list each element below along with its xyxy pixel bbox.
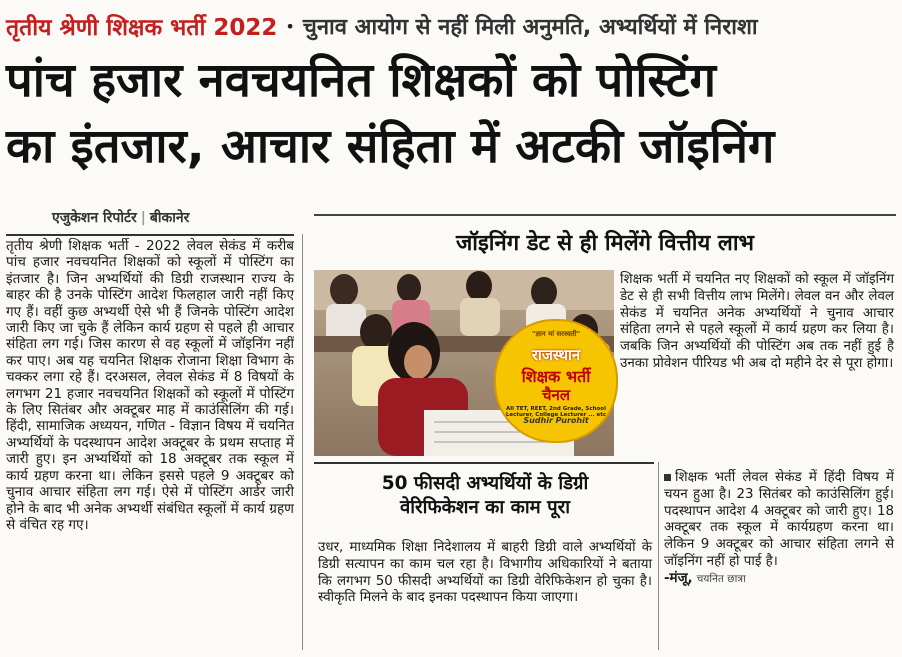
square-bullet-icon: [664, 474, 671, 481]
main-headline: [6, 48, 896, 180]
byline: [52, 208, 189, 227]
badge-signature: Sudhir Purohit: [523, 416, 589, 425]
column-divider: [302, 234, 303, 650]
quote-role: चयनित छात्रा: [696, 572, 746, 585]
section-heading-financial-benefits: जॉइनिंग डेट से ही मिलेंगे वित्तीय लाभ: [314, 214, 896, 268]
badge-motto: "ज्ञान मां सरस्वती": [531, 330, 581, 338]
section-heading-degree-verification: [316, 472, 654, 520]
section2-line-2: वेरिफिकेशन का काम पूरा: [399, 497, 570, 518]
headline-line-2: का इंतजार, आचार संहिता में अटकी जॉइनिंग: [6, 119, 775, 174]
headline-line-1: पांच हजार नवचयनित शिक्षकों को पोस्टिंग: [6, 53, 716, 108]
badge-name-line-3: चैनल: [541, 386, 571, 404]
bullet-separator: •: [285, 16, 295, 36]
left-top-rule: [6, 234, 294, 236]
byline-separator: |: [140, 210, 146, 226]
quote-text: शिक्षक भर्ती लेवल सेकंड में हिंदी विषय में चयन हुआ है। 23 सितंबर को काउंसिलिंग हुई। पदस्थापन आदेश 4 अक्टूबर को जारी हुए। 18 अक्टूबर तक स्कूल में कार्यग्रहण करना था। लेकिन 9 अक्टूबर को आचार संहिता लगने से जॉइनिंग नहीं हो पाई है।: [664, 470, 894, 569]
mid-article-body: उधर, माध्यमिक शिक्षा निदेशालय में बाहरी डिग्री वाले अभ्यर्थियों के डिग्री सत्यापन का काम चल रहा है। विभागीय अधिकारियों ने बताया कि लगभग 50 फीसदी अभ्यर्थियों का डिग्री वेरिफिकेशन हो चुका है। स्वीकृति मिलने के बाद इनका पदस्थापन किया जाएगा।: [318, 540, 652, 606]
candidate-quote: [664, 470, 894, 588]
byline-author: एजुकेशन रिपोर्टर: [52, 210, 137, 226]
badge-name-line-1: राजस्थान: [531, 346, 581, 364]
mid-top-rule: [314, 462, 654, 464]
badge-subtitle: All TET, REET, 2nd Grade, School Lecturer, College Lecturer ... etc: [505, 406, 607, 418]
kicker: तृतीय श्रेणी शिक्षक भर्ती 2022: [6, 15, 278, 41]
byline-place: बीकानेर: [149, 210, 190, 226]
channel-logo-badge: [494, 319, 618, 443]
section2-line-1: 50 फीसदी अभ्यर्थियों के डिग्री: [381, 473, 589, 494]
subhead: चुनाव आयोग से नहीं मिली अनुमति, अभ्यर्थियों में निराशा: [302, 15, 758, 40]
right-article-body: शिक्षक भर्ती में चयनित नए शिक्षकों को स्कूल में जॉइनिंग डेट से ही सभी वित्तीय लाभ मिलेंगे। लेवल वन और लेवल सेकंड में चयनित अनेक अभ्यर्थियों ने चुनाव आचार संहिता लगने से पहले स्कूलों में कार्य ग्रहण कर लिया है। जबकि जिन अभ्यर्थियों की पोस्टिंग अब तक नहीं हुई है उनका प्रोवेशन पीरियड भी अब दो महीने देर से पूरा होगा।: [620, 272, 894, 371]
badge-name-line-2: शिक्षक भर्ती: [521, 367, 591, 386]
left-article-body: तृतीय श्रेणी शिक्षक भर्ती - 2022 लेवल सेकंड में करीब पांच हजार नवचयनित शिक्षकों को स्कूलों में पोस्टिंग का इंतजार है। जिन अभ्यर्थियों की डिग्री राजस्थान राज्य के बाहर की है उनके पोस्टिंग आदेश फिलहाल जारी नहीं किए गए हैं। वहीं कुछ अभ्यर्थी ऐसे भी हैं जिनके पोस्टिंग आदेश जारी किए जा चुके हैं लेकिन कार्य ग्रहण से पहले ही आचार संहिता लग गई। जिस कारण से वह स्कूलों में जॉइनिंग नहीं कर पाए। अब यह चयनित शिक्षक रोजाना शिक्षा विभाग के चक्कर लगा रहे हैं। दरअसल, लेवल सेकंड में 8 विषयों के लगभग 21 हजार नवचयनित शिक्षकों को स्कूलों में पोस्टिंग के लिए सितंबर और अक्टूबर माह में काउंसिलिंग की गई। हिंदी, सामाजिक अध्ययन, गणित - विज्ञान विषय में चयनित अभ्यर्थियों के पदस्थापन आदेश अक्टूबर के प्रथम सप्ताह में जारी हुए। इन अभ्यर्थियों को 18 अक्टूबर तक स्कूल में कार्य ग्रहण करना था। लेकिन इससे पहले 9 अक्टूबर को चुनाव आचार संहिता लग गई। ऐसे में पोस्टिंग आर्डर जारी होने के बाद भी अनेक अभ्यर्थी संबंधित स्कूलों में कार्य ग्रहण से वंचित रह गए।: [6, 238, 294, 533]
quote-person: -मंजू,: [664, 570, 693, 586]
quote-divider: [658, 462, 659, 650]
top-strip: [6, 6, 896, 46]
